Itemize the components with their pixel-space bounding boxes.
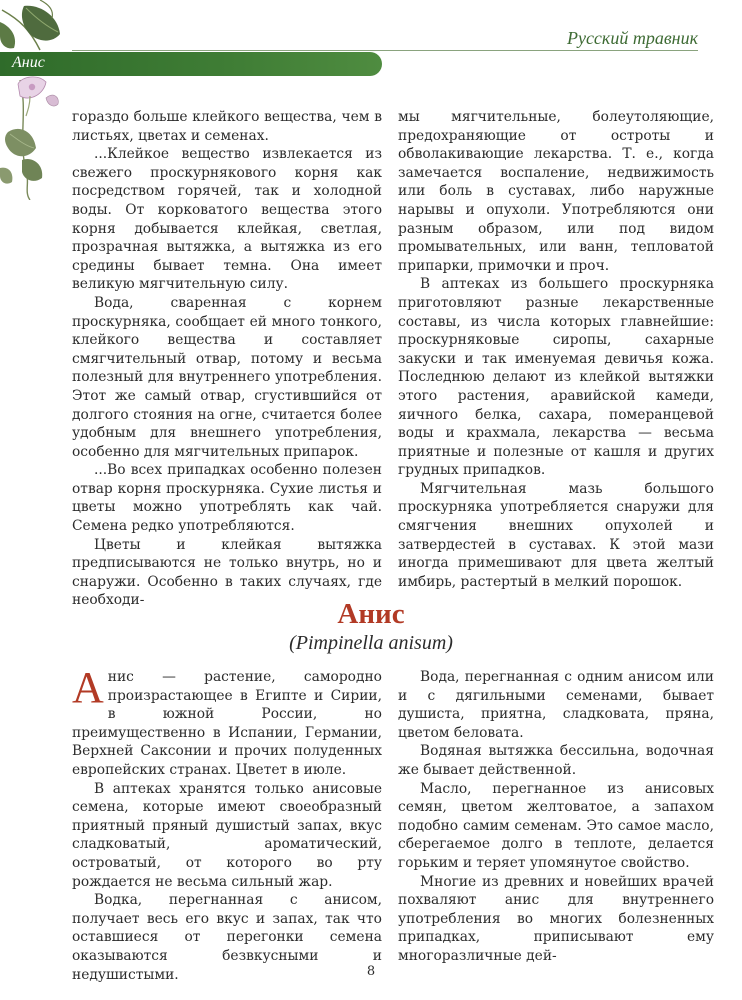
book-title: Русский травник bbox=[566, 28, 698, 48]
paragraph: В аптеках из большего проскурняка приготовляют разные лекарственные составы, из числа которых главнейшие: проскурняковые сиропы, сахарные закуски и так именуемая девичья кожа. Последнюю делают из клейкой вытяжки этого растения, аравийской камеди, яичного белка, сахара, померанцевой воды и крахмала, лекарства — весьма приятные и полезные от кашля и других грудных припадков. bbox=[398, 276, 714, 479]
paragraph: мы мягчительные, болеутоляющие, предохраняющие от остроты и обволакивающие лекарства. Т. е., когда замечается воспаление, недвижимость или боль в суставах, либо наружные нарывы и опухоли. Употребляются они разным образом, или под видом промывательных, или ванн, тепловатой припарки, примочки и проч. bbox=[398, 109, 714, 274]
paragraph: Многие из древних и новейших врачей похваляют анис для внутреннего употребления во многих болезненных припадках, приписывают ему многоразличные дей- bbox=[398, 873, 714, 964]
anise-right-column bbox=[398, 668, 714, 966]
section-label: Анис bbox=[12, 54, 45, 71]
top-right-column bbox=[398, 108, 714, 591]
paragraph: Водка, перегнанная с анисом, получает весь его вкус и запах, так что оставшиеся от перегонки семена оказываются безвкусными и недушистыми. bbox=[72, 892, 382, 983]
paragraph: Водяная вытяжка бессильна, водочная же бывает действенной. bbox=[398, 743, 714, 778]
paragraph: Цветы и клейкая вытяжка предписываются не только внутрь, но и снаружи. Особенно в таких случаях, где необходи- bbox=[72, 536, 382, 609]
article-title: Анис bbox=[337, 598, 405, 630]
header-divider bbox=[72, 50, 698, 51]
paragraph: В аптеках хранятся только анисовые семена, которые имеют своеобразный приятный пряный душистый запах, вкус сладковатый, ароматический, островатый, от которого во рту рождается не весьма сильный жар. bbox=[72, 780, 382, 890]
section-band bbox=[0, 52, 382, 76]
paragraph: Масло, перегнанное из анисовых семян, цветом желтоватое, а запахом подобно самим семенам. Это самое масло, сберегаемое долго в теплоте, делается горьким и теряет упомянутое свойство. bbox=[398, 780, 714, 871]
paragraph bbox=[72, 663, 382, 780]
paragraph: ...Клейкое вещество извлекается из свежего проскурнякового корня как посредством горячей, так и холодной воды. От корковатого вещества этого корня добывается клейкая, светлая, прозрачная вытяжка, а вытяжка из его средины бывает темна. Она имеет великую мягчительную силу. bbox=[72, 146, 382, 293]
paragraph: гораздо больше клейкого вещества, чем в листьях, цветах и семенах. bbox=[72, 109, 382, 144]
paragraph: Вода, сваренная с корнем проскурняка, сообщает ей много тонкого, клейкого вещества и составляет смягчительный отвар, потому и весьма полезный для внутреннего употребления. Этот же самый отвар, сгустившийся от долгого стояния на огне, считается более удобным для внешнего употребления, особенно для мягчительных припарок. bbox=[72, 294, 382, 460]
drop-cap: А bbox=[72, 663, 104, 712]
anise-left-column bbox=[72, 663, 382, 984]
paragraph: Мягчительная мазь большого проскурняка употребляется снаружи для смягчения внешних опухолей и затвердестей в суставах. К этой мази иногда примешивают для цвета желтый имбирь, растертый в мелкий порошок. bbox=[398, 480, 714, 590]
top-left-column bbox=[72, 108, 382, 610]
paragraph: ...Во всех припадках особенно полезен отвар корня проскурняка. Сухие листья и цветы можно употреблять как чай. Семена редко употребляются. bbox=[72, 462, 382, 535]
paragraph: Вода, перегнанная с одним анисом или и с дягильными семенами, бывает душиста, приятна, сладковата, пряна, цветом беловата. bbox=[398, 669, 714, 741]
paragraph-text: нис — растение, самородно произрастающее в Египте и Сирии, в южной России, но преимущественно в Испании, Германии, Верхней Саксонии и прочих полуденных европейских странах. Цветет в июле. bbox=[72, 669, 382, 778]
page-number: 8 bbox=[366, 964, 376, 979]
latin-name: (Pimpinella anisum) bbox=[289, 632, 453, 654]
